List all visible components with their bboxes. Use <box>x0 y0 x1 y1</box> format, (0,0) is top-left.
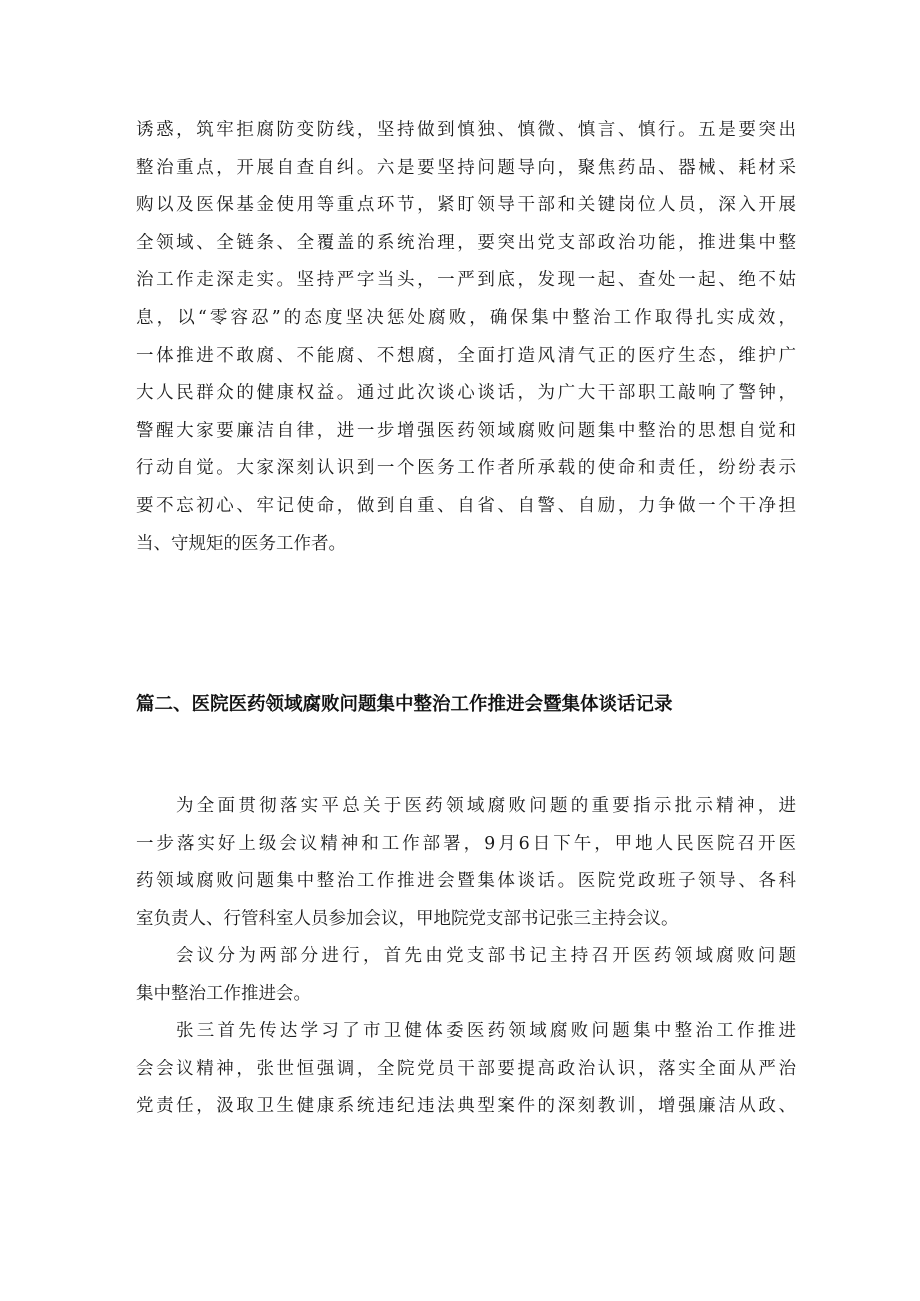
text-line: 一体推进不敢腐、不能腐、不想腐，全面打造风清气正的医疗生态，维护广 <box>136 345 796 366</box>
text-line: 集中整治工作推进会。 <box>136 983 311 1004</box>
text-line: 当、守规矩的医务工作者。 <box>136 533 346 554</box>
text-line: 购以及医保基金使用等重点环节，紧盯领导干部和关键岗位人员，深入开展 <box>136 195 796 216</box>
text-line: 一步落实好上级会议精神和工作部署，9月6日下午，甲地人民医院召开医 <box>136 833 796 854</box>
text-line: 会会议精神，张世恒强调，全院党员干部要提高政治认识，落实全面从严治 <box>136 1058 796 1079</box>
text-line: 行动自觉。大家深刻认识到一个医务工作者所承载的使命和责任，纷纷表示 <box>136 458 796 479</box>
text-line: 党责任，汲取卫生健康系统违纪违法典型案件的深刻教训，增强廉洁从政、 <box>136 1096 796 1117</box>
paragraph-continued <box>136 112 796 563</box>
text-line: 室负责人、行管科室人员参加会议，甲地院党支部书记张三主持会议。 <box>136 908 679 929</box>
text-line: 要不忘初心、牢记使命，做到自重、自省、自警、自励，力争做一个干净担 <box>136 495 796 516</box>
text-line: 药领域腐败问题集中整治工作推进会暨集体谈话。医院党政班子领导、各科 <box>136 871 796 892</box>
paragraph-2 <box>136 788 796 938</box>
text-line: 治工作走深走实。坚持严字当头，一严到底，发现一起、查处一起、绝不姑 <box>136 270 796 291</box>
text-line: 警醒大家要廉洁自律，进一步增强医药领域腐败问题集中整治的思想自觉和 <box>136 420 796 441</box>
text-line: 张三首先传达学习了市卫健体委医药领域腐败问题集中整治工作推进 <box>176 1021 796 1041</box>
text-line: 息，以“零容忍”的态度坚决惩处腐败，确保集中整治工作取得扎实成效， <box>136 307 796 328</box>
text-line: 为全面贯彻落实平总关于医药领域腐败问题的重要指示批示精神，进 <box>176 796 796 816</box>
text-line: 会议分为两部分进行，首先由党支部书记主持召开医药领域腐败问题 <box>176 946 796 966</box>
paragraph-3 <box>136 938 796 1013</box>
text-line: 整治重点，开展自查自纠。六是要坚持问题导向，聚焦药品、器械、耗材采 <box>136 157 796 178</box>
text-line: 全领域、全链条、全覆盖的系统治理，要突出党支部政治功能，推进集中整 <box>136 232 796 253</box>
text-line: 诱惑，筑牢拒腐防变防线，坚持做到慎独、慎微、慎言、慎行。五是要突出 <box>136 120 796 140</box>
text-line: 大人民群众的健康权益。通过此次谈心谈话，为广大干部职工敲响了警钟， <box>136 383 796 404</box>
section-heading: 篇二、医院医药领域腐败问题集中整治工作推进会暨集体谈话记录 <box>136 694 673 715</box>
paragraph-4 <box>136 1013 796 1126</box>
